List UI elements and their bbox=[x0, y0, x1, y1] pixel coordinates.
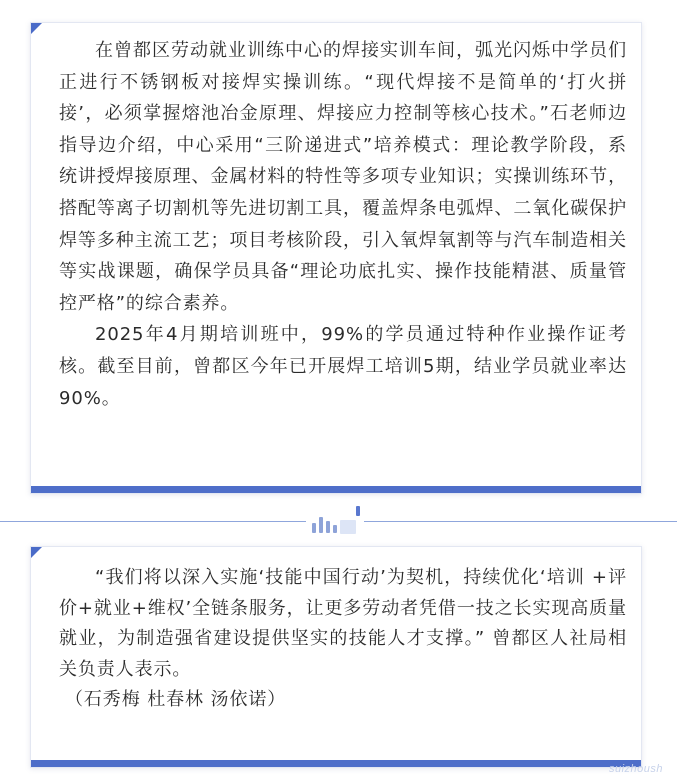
card-text-block bbox=[59, 35, 627, 414]
paragraph-training-workshop: 在曾都区劳动就业训练中心的焊接实训车间，弧光闪烁中学员们正进行不锈钢板对接焊实操训练。“现代焊接不是简单的‘打火拼接’，必须掌握熔池冶金原理、焊接应力控制等核心技术。”石老师边指导边介绍，中心采用“三阶递进式”培养模式：理论教学阶段，系统讲授焊接原理、金属材料的特性等多项专业知识；实操训练环节，搭配等离子切割机等先进切割工具，覆盖焊条电弧焊、二氧化碳保护焊等多种主流工艺；项目考核阶段，引入氧焊氧割等与汽车制造相关等实战课题，确保学员具备“理论功底扎实、操作技能精湛、质量管控严格”的综合素养。 bbox=[59, 40, 627, 314]
card-text-block bbox=[59, 563, 627, 716]
bar-chart-icon bbox=[306, 505, 364, 537]
article-card-quote bbox=[30, 546, 642, 768]
card-corner-accent bbox=[31, 23, 42, 34]
paragraph-official-quote: “我们将以深入实施‘技能中国行动’为契机，持续优化‘培训 +评价+就业+维权’全链条服务，让更多劳动者凭借一技之长实现高质量就业，为制造强省建设提供坚实的技能人才支撑。” 曾都区人社局相关负责人表示。 bbox=[59, 567, 627, 680]
watermark-text: suizhoush bbox=[608, 763, 663, 775]
card-corner-accent bbox=[31, 547, 42, 558]
card-bottom-bar bbox=[31, 486, 641, 493]
card-bottom-bar bbox=[31, 760, 641, 767]
article-card-training bbox=[30, 22, 642, 494]
paragraph-training-results: 2025年4月期培训班中，99%的学员通过特种作业操作证考核。截至目前，曾都区今年已开展焊工培训5期，结业学员就业率达90%。 bbox=[59, 324, 627, 409]
author-byline: （石秀梅 杜春林 汤依诺） bbox=[65, 689, 287, 710]
